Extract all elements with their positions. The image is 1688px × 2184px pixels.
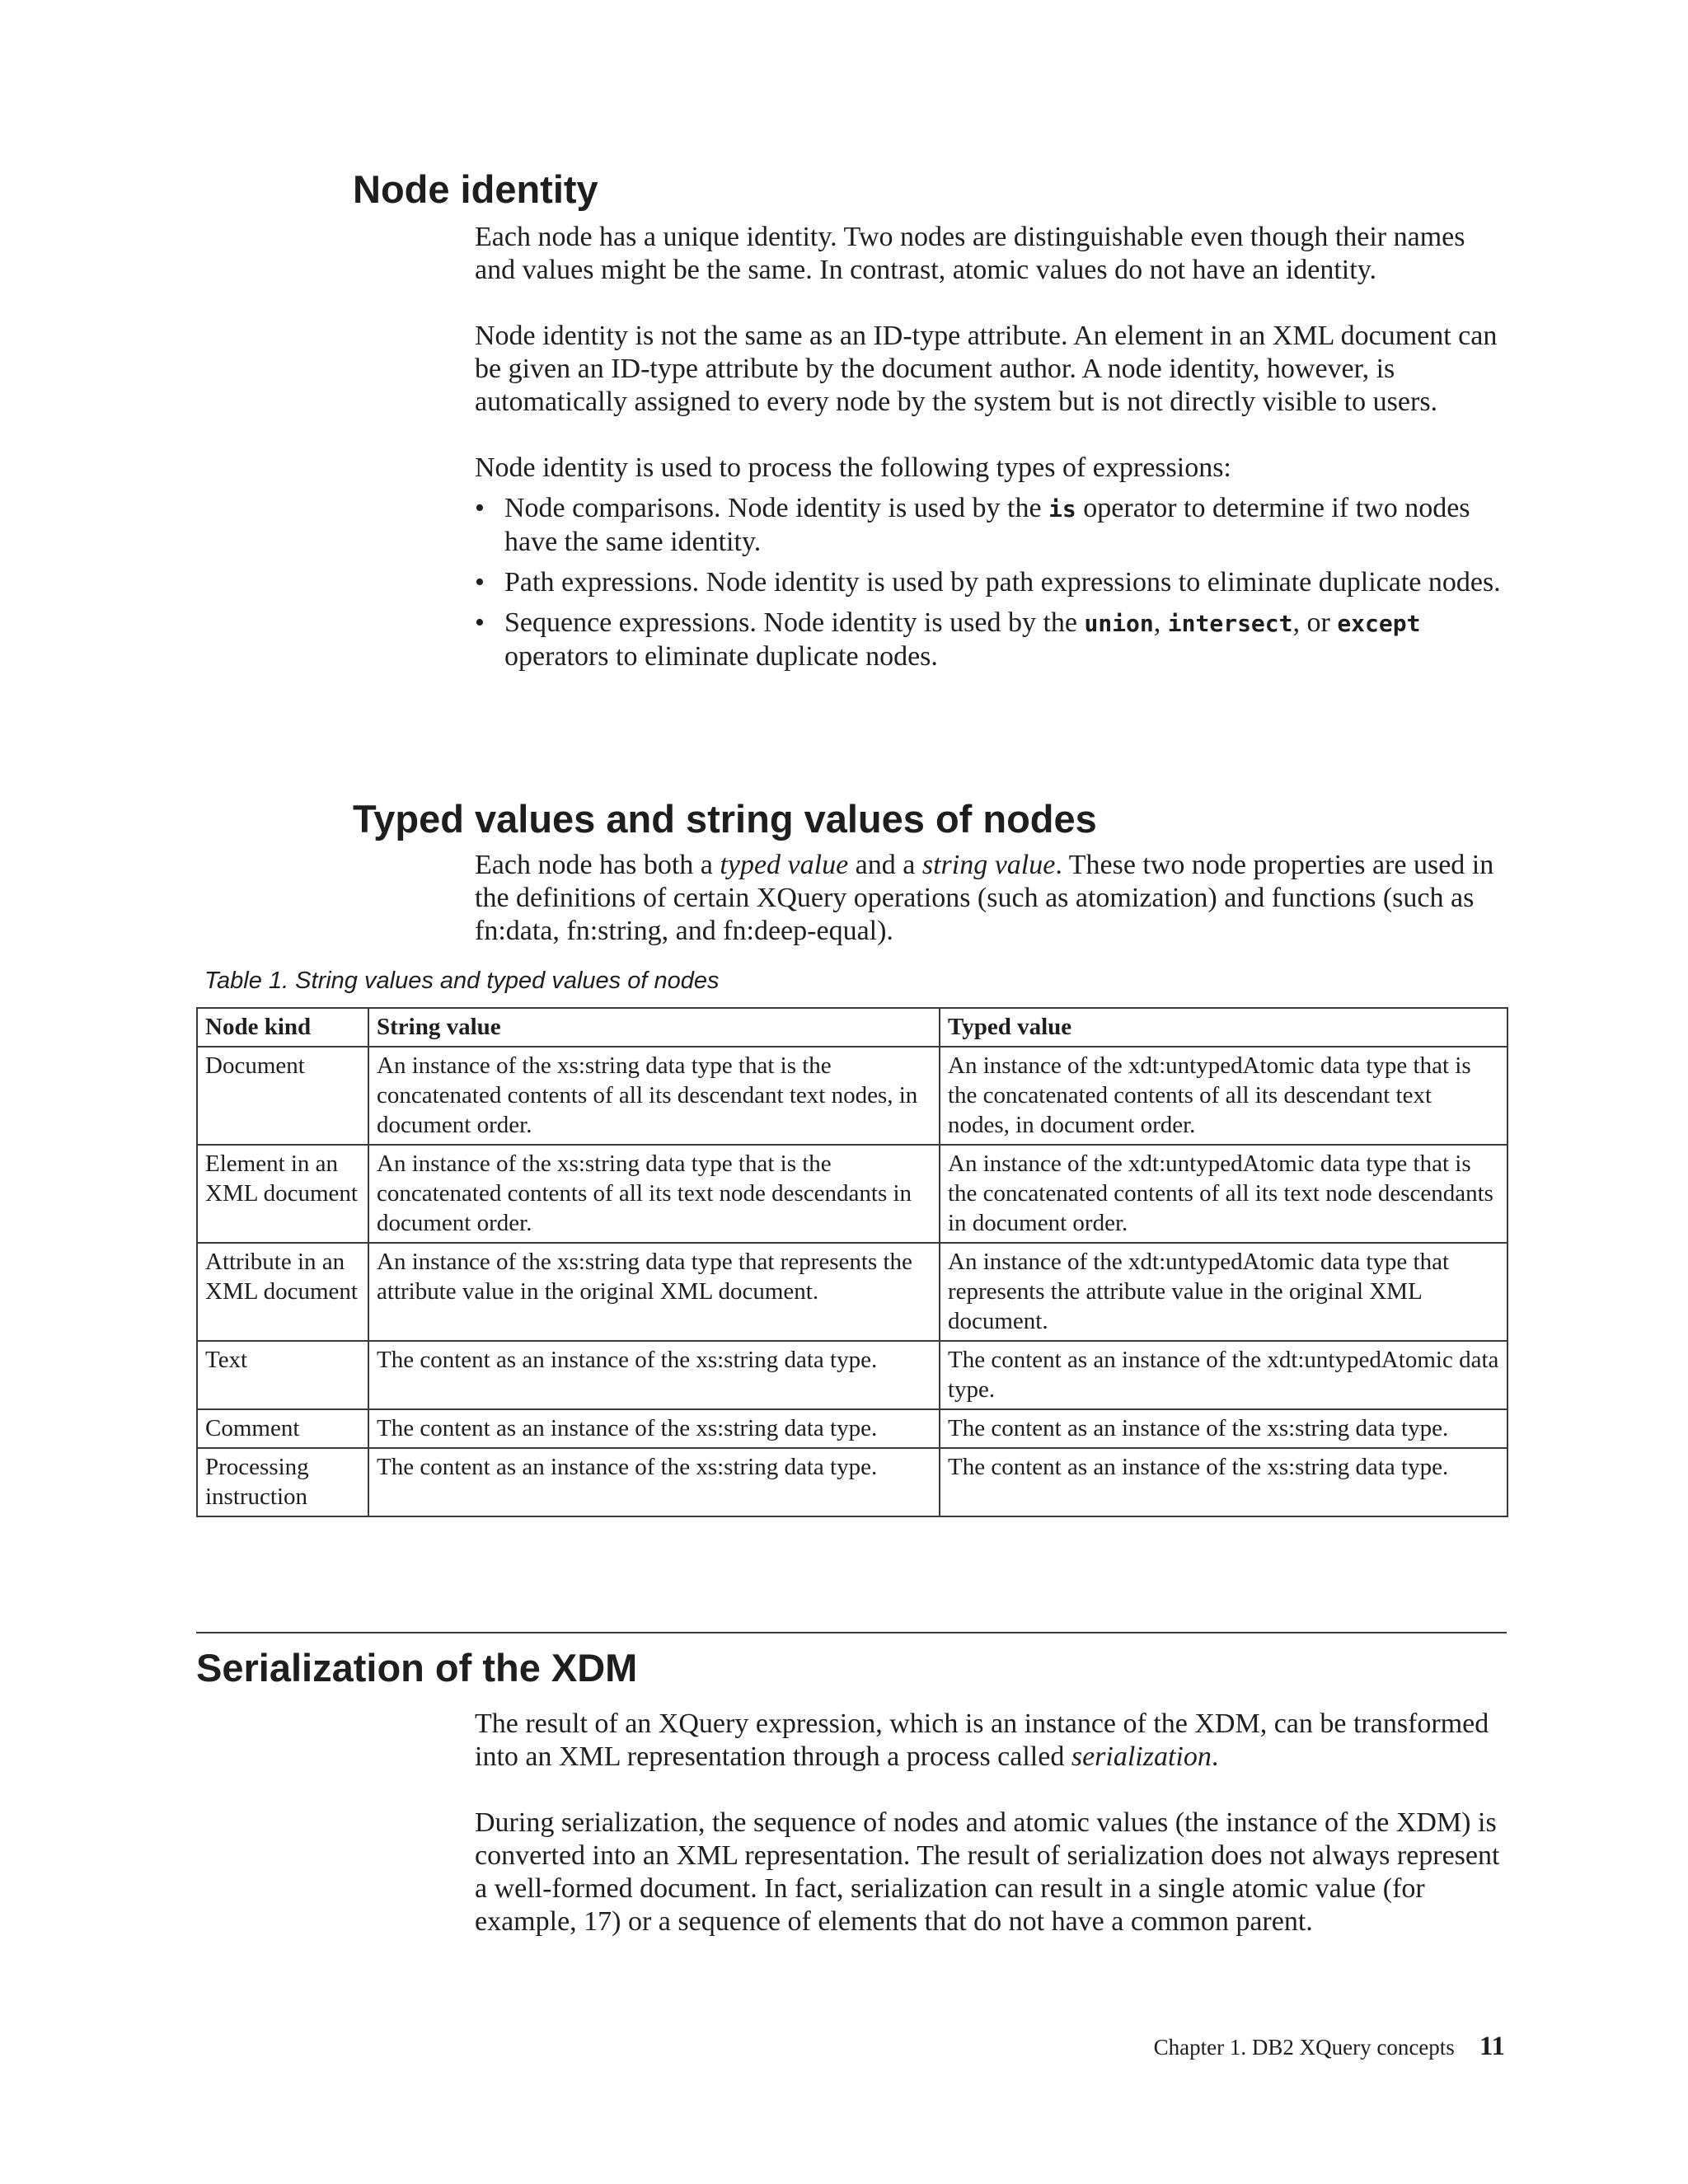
cell-node-kind: Text	[197, 1341, 368, 1409]
header-string-value: String value	[368, 1008, 940, 1047]
cell-typed-value: The content as an instance of the xs:string data type.	[940, 1448, 1507, 1516]
cell-string-value: An instance of the xs:string data type that represents the attribute value in the original XML document.	[368, 1243, 940, 1341]
table-row	[197, 1243, 1507, 1341]
list-item-path-expressions	[475, 566, 1505, 599]
em-serialization: serialization	[1071, 1741, 1212, 1772]
code-union: union	[1084, 610, 1154, 637]
typed-values-paragraph	[475, 849, 1505, 948]
table-caption: Table 1. String values and typed values of nodes	[204, 968, 720, 994]
page-number: 11	[1479, 2032, 1505, 2061]
cell-node-kind: Attribute in an XML document	[197, 1243, 368, 1341]
heading-serialization: Serialization of the XDM	[196, 1646, 638, 1690]
cell-node-kind: Processing instruction	[197, 1448, 368, 1516]
cell-node-kind: Element in an XML document	[197, 1145, 368, 1243]
table-row	[197, 1448, 1507, 1516]
bullet: •	[475, 493, 485, 523]
heading-node-identity: Node identity	[353, 167, 598, 211]
string-typed-values-table	[196, 1007, 1508, 1517]
cell-string-value: The content as an instance of the xs:string data type.	[368, 1448, 940, 1516]
list-item-text: Sequence expressions. Node identity is used by the	[504, 607, 1085, 638]
serialization-body	[475, 1708, 1505, 1938]
typed-values-body	[475, 849, 1505, 948]
list-item-text: Path expressions. Node identity is used by path expressions to eliminate duplicate nodes.	[504, 567, 1501, 598]
table-row	[197, 1145, 1507, 1243]
text: and a	[848, 850, 922, 880]
text: . These two node properties are used in the definitions of certain XQuery operations (such as atomization) and functions (such as fn:data, fn:string, and fn:deep-equal).	[475, 850, 1494, 946]
page-footer	[1154, 2032, 1505, 2062]
em-typed-value: typed value	[720, 850, 849, 880]
cell-typed-value: An instance of the xdt:untypedAtomic data type that is the concatenated contents of all its text node descendants in document order.	[940, 1145, 1507, 1243]
cell-string-value: The content as an instance of the xs:string data type.	[368, 1409, 940, 1448]
cell-typed-value: The content as an instance of the xdt:untypedAtomic data type.	[940, 1341, 1507, 1409]
node-identity-paragraph-2: Node identity is not the same as an ID-type attribute. An element in an XML document can be given an ID-type attribute by the document author. A node identity, however, is automatically assigned to every node by the system but is not directly visible to users.	[475, 321, 1498, 417]
text: The result of an XQuery expression, which is an instance of the XDM, can be transformed into an XML representation through a process called	[475, 1708, 1489, 1772]
cell-node-kind: Document	[197, 1047, 368, 1145]
text: Each node has both a	[475, 850, 720, 880]
table-row	[197, 1409, 1507, 1448]
cell-node-kind: Comment	[197, 1409, 368, 1448]
list-item-text: Node comparisons. Node identity is used by the	[504, 493, 1049, 523]
header-node-kind: Node kind	[197, 1008, 368, 1047]
expression-types-list	[475, 492, 1505, 673]
node-identity-paragraph-1: Each node has a unique identity. Two nodes are distinguishable even though their names and values might be the same. In contrast, atomic values do not have an identity.	[475, 222, 1465, 285]
list-item-node-comparisons	[475, 492, 1505, 559]
cell-string-value: The content as an instance of the xs:string data type.	[368, 1341, 940, 1409]
table-row	[197, 1341, 1507, 1409]
list-item-text: , or	[1292, 607, 1338, 638]
serialization-paragraph-1	[475, 1708, 1505, 1774]
list-item-sequence-expressions	[475, 607, 1505, 673]
bullet: •	[475, 607, 485, 638]
cell-typed-value: An instance of the xdt:untypedAtomic data type that represents the attribute value in the original XML document.	[940, 1243, 1507, 1341]
list-item-text: ,	[1153, 607, 1168, 638]
code-except: except	[1337, 610, 1421, 637]
cell-typed-value: The content as an instance of the xs:string data type.	[940, 1409, 1507, 1448]
node-identity-paragraph-3: Node identity is used to process the following types of expressions:	[475, 452, 1231, 483]
section-divider	[196, 1632, 1507, 1633]
list-item-text: operator to determine if two nodes have the same identity.	[504, 493, 1470, 557]
code-is: is	[1048, 495, 1076, 523]
cell-string-value: An instance of the xs:string data type that is the concatenated contents of all its text node descendants in document order.	[368, 1145, 940, 1243]
table-row	[197, 1047, 1507, 1145]
code-intersect: intersect	[1167, 610, 1293, 637]
list-item-text: operators to eliminate duplicate nodes.	[504, 641, 938, 672]
bullet: •	[475, 567, 485, 598]
em-string-value: string value	[921, 850, 1056, 880]
cell-typed-value: An instance of the xdt:untypedAtomic data type that is the concatenated contents of all its descendant text nodes, in document order.	[940, 1047, 1507, 1145]
heading-typed-values: Typed values and string values of nodes	[353, 797, 1097, 841]
cell-string-value: An instance of the xs:string data type that is the concatenated contents of all its descendant text nodes, in document order.	[368, 1047, 940, 1145]
header-typed-value: Typed value	[940, 1008, 1507, 1047]
footer-chapter: Chapter 1. DB2 XQuery concepts	[1153, 2035, 1455, 2060]
node-identity-body	[475, 221, 1505, 681]
text: .	[1211, 1741, 1219, 1772]
table-header-row	[197, 1008, 1507, 1047]
serialization-paragraph-2: During serialization, the sequence of nodes and atomic values (the instance of the XDM) is converted into an XML representation. The result of serialization does not always represent a well-formed document. In fact, serialization can result in a single atomic value (for example, 17) or a sequence of elements that do not have a common parent.	[475, 1807, 1500, 1937]
